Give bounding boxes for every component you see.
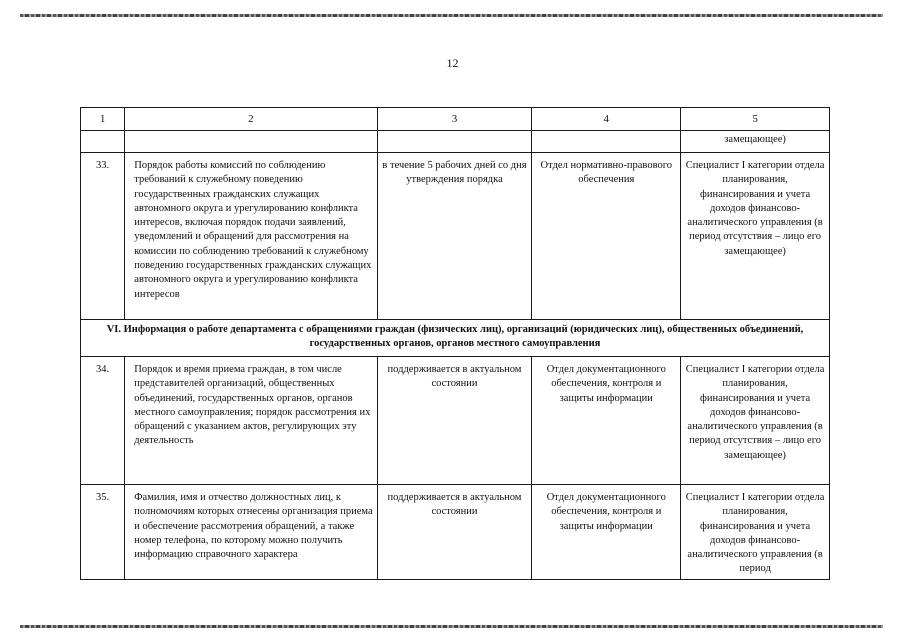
plan-table — [80, 107, 830, 580]
row-responsible: Специалист I категории отдела планирования, финансирования и учета доходов финансово-аналитического управления (в период отсутствия – лицо его замещающее) — [681, 153, 830, 320]
row-deadline: поддерживается в актуальном состоянии — [377, 485, 532, 580]
row-description — [125, 485, 377, 580]
row-description-text: Порядок и время приема граждан, в том числе представителей организаций, общественных объединений, государственных органов, органов местного самоуправления; порядок рассмотрения их обращений с указанием актов, регулирующих эту деятельность — [134, 364, 371, 447]
row-deadline: поддерживается в актуальном состоянии — [377, 357, 532, 485]
cont-col-2 — [125, 131, 377, 153]
row-description-text: Фамилия, имя и отчество должностных лиц, к полномочиям которых отнесены организация приема и обеспечение рассмотрения обращений, а также номер телефона, по которому можно получить информацию справочного характера — [134, 492, 373, 561]
table-header-row — [81, 108, 830, 131]
table-row — [81, 153, 830, 320]
row-responsible: Специалист I категории отдела планирования, финансирования и учета доходов финансово-аналитического управления (в период отсутствия – лицо его замещающее) — [681, 357, 830, 485]
page-number: 12 — [446, 56, 459, 70]
row-description — [125, 357, 377, 485]
cont-col-3 — [377, 131, 532, 153]
row-department: Отдел документационного обеспечения, контроля и защиты информации — [532, 485, 681, 580]
table-row — [81, 357, 830, 485]
row-description — [125, 153, 377, 320]
header-col-2: 2 — [125, 108, 377, 131]
section-vi-heading: VI. Информация о работе департамента с обращениями граждан (физических лиц), организаций (юридических лиц), общественных объединений, государственных органов, органов местного самоуправления — [81, 320, 830, 357]
scan-edge-bottom — [20, 625, 883, 628]
cont-col-5: замещающее) — [681, 131, 830, 153]
cont-col-1 — [81, 131, 125, 153]
header-col-5: 5 — [681, 108, 830, 131]
row-number: 34. — [81, 357, 125, 485]
cont-col-4 — [532, 131, 681, 153]
scan-edge-top — [20, 14, 883, 17]
row-description-text: Порядок работы комиссий по соблюдению требований к служебному поведению государственных гражданских служащих автономного округа и урегулированию конфликта интересов, включая порядок подачи заявлений, уведомлений и обращений для рассмотрения на комиссии по соблюдению требований к служебному поведению государственных гражданских служащих автономного округа и урегулированию конфликта интересов — [134, 160, 372, 300]
header-col-3: 3 — [377, 108, 532, 131]
row-deadline: в течение 5 рабочих дней со дня утверждения порядка — [377, 153, 532, 320]
row-department: Отдел документационного обеспечения, контроля и защиты информации — [532, 357, 681, 485]
row-number: 35. — [81, 485, 125, 580]
section-heading-row — [81, 320, 830, 357]
row-number: 33. — [81, 153, 125, 320]
row-responsible: Специалист I категории отдела планирования, финансирования и учета доходов финансово-аналитического управления (в период — [681, 485, 830, 580]
continuation-row — [81, 131, 830, 153]
header-col-4: 4 — [532, 108, 681, 131]
table-row — [81, 485, 830, 580]
header-col-1: 1 — [81, 108, 125, 131]
row-department: Отдел нормативно-правового обеспечения — [532, 153, 681, 320]
